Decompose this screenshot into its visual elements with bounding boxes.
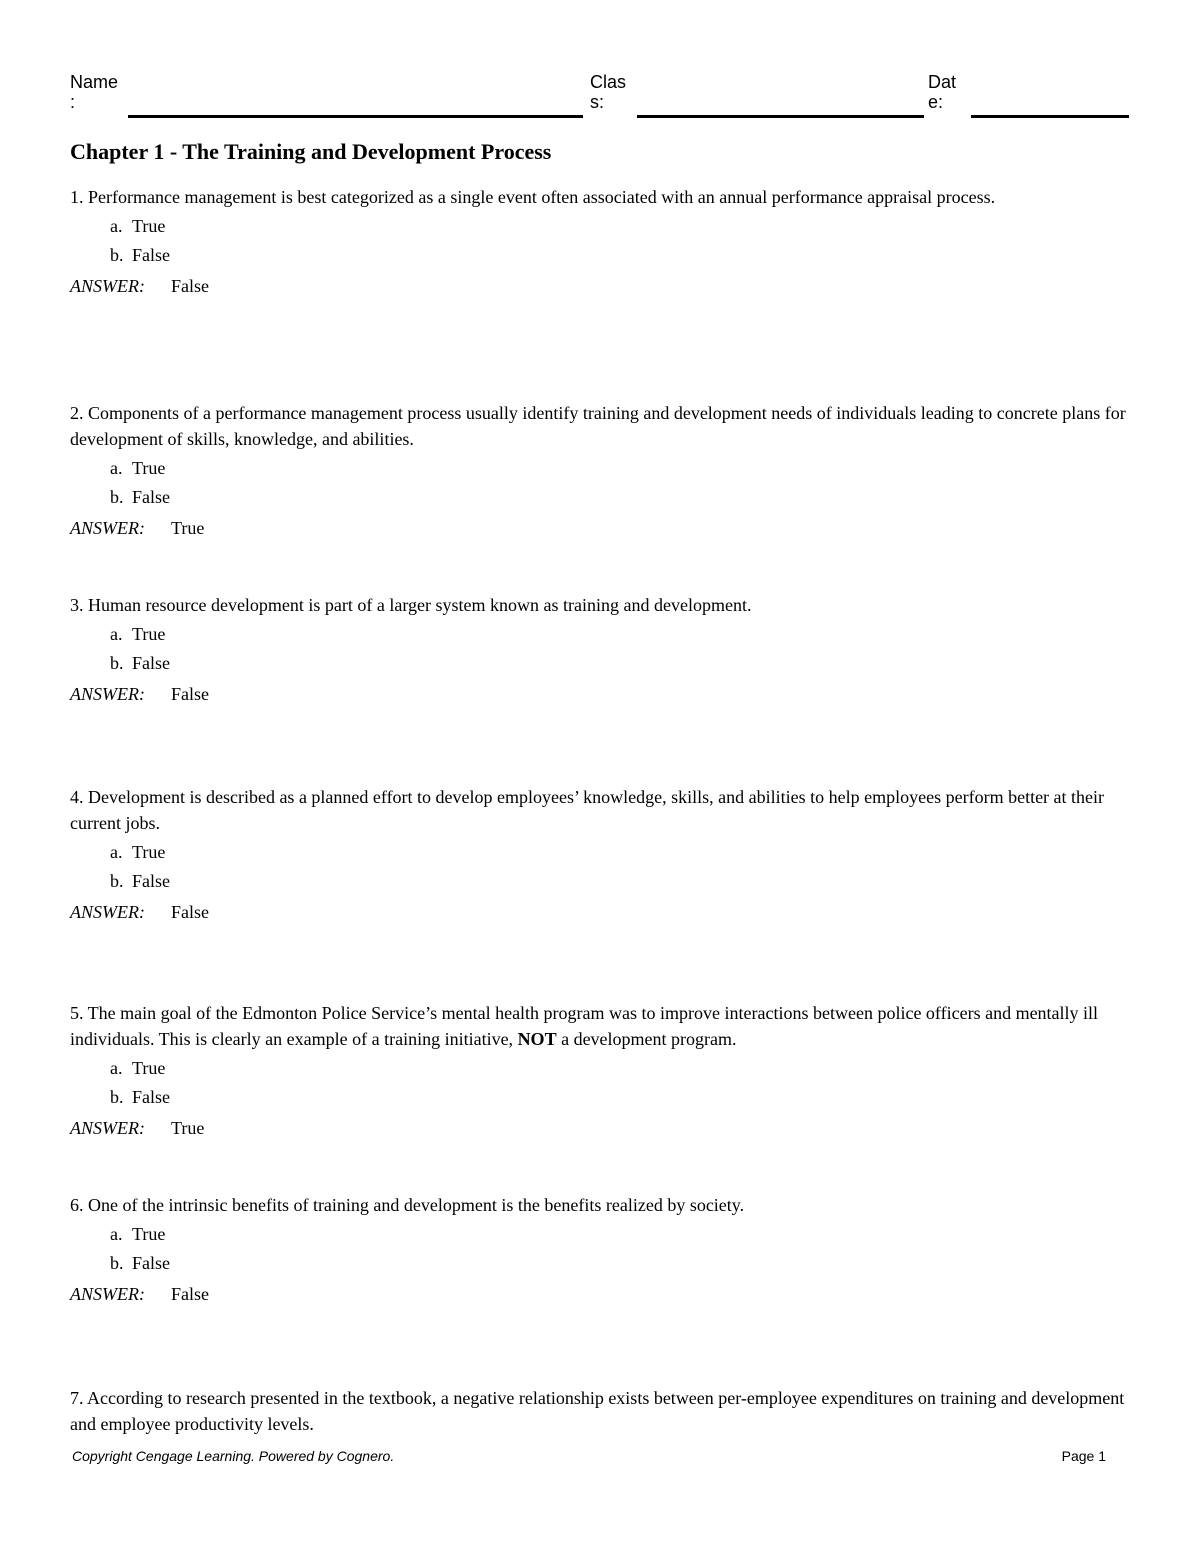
choice-letter: a. xyxy=(110,1224,123,1244)
question-text-after: a development program. xyxy=(556,1029,737,1049)
question-4 xyxy=(70,784,1130,925)
choice-text: True xyxy=(132,842,166,862)
answer-label: ANSWER: xyxy=(70,684,145,704)
choice-b[interactable] xyxy=(110,485,1130,510)
choice-a[interactable] xyxy=(110,214,1130,239)
choice-text: False xyxy=(132,653,170,673)
answer-row xyxy=(70,274,1130,299)
answer-row xyxy=(70,1116,1130,1141)
choice-b[interactable] xyxy=(110,869,1130,894)
page-number: Page 1 xyxy=(1061,1448,1106,1464)
answer-value: False xyxy=(171,684,209,704)
choice-letter: b. xyxy=(110,871,124,891)
answer-label: ANSWER: xyxy=(70,276,145,296)
answer-value: False xyxy=(171,1284,209,1304)
answer-value: False xyxy=(171,902,209,922)
question-text xyxy=(70,1000,1130,1052)
question-text: 7. According to research presented in the textbook, a negative relationship exists between per-employee expenditures on training and development and employee productivity levels. xyxy=(70,1388,1125,1434)
question-emphasis: NOT xyxy=(517,1029,557,1049)
answer-label: ANSWER: xyxy=(70,1118,145,1138)
choice-letter: a. xyxy=(110,458,123,478)
choice-text: True xyxy=(132,458,166,478)
answer-row xyxy=(70,516,1130,541)
date-label: Dat e: xyxy=(928,72,957,112)
choice-letter: a. xyxy=(110,1058,123,1078)
choice-b[interactable] xyxy=(110,1251,1130,1276)
question-text: 3. Human resource development is part of a larger system known as training and development. xyxy=(70,595,752,615)
choice-text: False xyxy=(132,245,170,265)
question-text: 4. Development is described as a planned effort to develop employees’ knowledge, skills, and abilities to help employees perform better at their current jobs. xyxy=(70,787,1105,833)
choice-text: False xyxy=(132,1087,170,1107)
choice-text: True xyxy=(132,216,166,236)
choice-text: True xyxy=(132,624,166,644)
question-7 xyxy=(70,1385,1130,1437)
choice-text: False xyxy=(132,487,170,507)
question-5 xyxy=(70,1000,1130,1141)
question-6 xyxy=(70,1192,1130,1307)
date-field[interactable] xyxy=(971,115,1129,118)
choice-text: False xyxy=(132,871,170,891)
page-title: Chapter 1 - The Training and Development Process xyxy=(70,139,552,164)
answer-value: True xyxy=(171,1118,205,1138)
choice-a[interactable] xyxy=(110,622,1130,647)
choice-text: True xyxy=(132,1224,166,1244)
choice-letter: a. xyxy=(110,624,123,644)
choice-letter: b. xyxy=(110,245,124,265)
choice-b[interactable] xyxy=(110,651,1130,676)
answer-value: True xyxy=(171,518,205,538)
choice-letter: a. xyxy=(110,842,123,862)
choice-b[interactable] xyxy=(110,1085,1130,1110)
name-label: Name : xyxy=(70,72,119,112)
answer-row xyxy=(70,682,1130,707)
answer-label: ANSWER: xyxy=(70,1284,145,1304)
choice-letter: b. xyxy=(110,487,124,507)
question-text: 6. One of the intrinsic benefits of training and development is the benefits realized by society. xyxy=(70,1195,745,1215)
choice-a[interactable] xyxy=(110,840,1130,865)
question-1 xyxy=(70,184,1130,299)
question-text-before: 5. The main goal of the Edmonton Police Service’s mental health program was to improve interactions between police officers and mentally ill individuals. This is clearly an example of a training initiative, xyxy=(70,1003,1099,1049)
question-text: 1. Performance management is best categorized as a single event often associated with an annual performance appraisal process. xyxy=(70,187,996,207)
answer-label: ANSWER: xyxy=(70,902,145,922)
answer-label: ANSWER: xyxy=(70,518,145,538)
choice-b[interactable] xyxy=(110,243,1130,268)
copyright-footer: Copyright Cengage Learning. Powered by Cognero. xyxy=(72,1448,395,1464)
question-text: 2. Components of a performance management process usually identify training and development needs of individuals leading to concrete plans for development of skills, knowledge, and abilities. xyxy=(70,403,1126,449)
class-field[interactable] xyxy=(637,115,924,118)
question-3 xyxy=(70,592,1130,707)
choice-a[interactable] xyxy=(110,1222,1130,1247)
choice-letter: a. xyxy=(110,216,123,236)
class-label: Clas s: xyxy=(590,72,627,112)
choice-text: False xyxy=(132,1253,170,1273)
name-field[interactable] xyxy=(128,115,583,118)
choice-a[interactable] xyxy=(110,1056,1130,1081)
choice-letter: b. xyxy=(110,1087,124,1107)
choice-text: True xyxy=(132,1058,166,1078)
answer-value: False xyxy=(171,276,209,296)
answer-row xyxy=(70,1282,1130,1307)
choice-letter: b. xyxy=(110,653,124,673)
choice-a[interactable] xyxy=(110,456,1130,481)
answer-row xyxy=(70,900,1130,925)
question-2 xyxy=(70,400,1130,541)
choice-letter: b. xyxy=(110,1253,124,1273)
